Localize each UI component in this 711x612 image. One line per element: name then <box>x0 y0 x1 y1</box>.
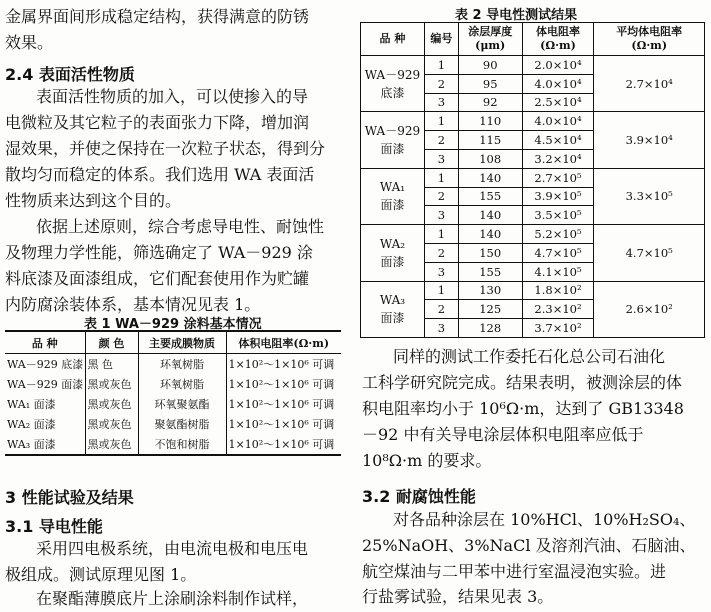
table-cell: 黑或灰色 <box>85 434 138 455</box>
table-2-resistivity-cell: 1.8×10² <box>522 281 594 300</box>
table-cell: 环氧树脂 <box>138 354 226 375</box>
table-2-resistivity-cell: 4.0×10⁴ <box>522 74 594 93</box>
table-2-thickness-cell: 90 <box>458 56 522 75</box>
right-paragraph-line: 同样的测试工作委托石化总公司石油化 <box>393 347 666 366</box>
table-2-thickness-cell: 130 <box>458 281 522 300</box>
table-row <box>5 434 341 455</box>
table-2-average-cell: 4.7×10⁵ <box>594 225 705 281</box>
table-2-resistivity-cell: 3.7×10² <box>522 319 594 338</box>
table-2-number-cell: 3 <box>424 149 458 168</box>
table-2-thickness-cell: 155 <box>458 262 522 281</box>
table-2-resistivity-cell: 2.5×10⁴ <box>522 93 594 112</box>
table-cell: 1×10²～1×10⁶ 可调 <box>226 354 341 375</box>
table-2-thickness-cell: 115 <box>458 131 522 150</box>
table-2-thickness-cell: 140 <box>458 225 522 244</box>
table-1-header-color: 颜 色 <box>85 331 138 354</box>
table-2-average-cell: 2.6×10² <box>594 281 705 337</box>
table-row <box>5 374 341 394</box>
section-2-4-heading: 2.4 表面活性物质 <box>5 65 135 84</box>
section-3-2-line: 航空煤油与二甲苯中进行室温浸泡实验。进 <box>362 562 667 581</box>
table-2-number-cell: 3 <box>424 206 458 225</box>
table-2-thickness-cell: 125 <box>458 300 522 319</box>
table-2-thickness-cell: 95 <box>458 74 522 93</box>
table-2-average-cell: 3.9×10⁴ <box>594 112 705 168</box>
table-row <box>361 112 705 131</box>
section-2-4-line: 性物质来达到这个目的。 <box>5 191 182 210</box>
right-paragraph-line: 10⁸Ω·m 的要求。 <box>362 451 492 470</box>
table-2-species-cell: WA₁ 面漆 <box>361 168 425 224</box>
section-2-4-line: 电微粒及其它粒子的表面张力下降，增加润 <box>5 113 310 132</box>
table-1-header-film: 主要成膜物质 <box>138 331 226 354</box>
table-cell: WA－929 面漆 <box>7 378 84 391</box>
table-2-number-cell: 2 <box>424 131 458 150</box>
table-2-number-cell: 1 <box>424 281 458 300</box>
section-2-4-line: 湿效果，并使之保持在一次粒子状态，得到分 <box>5 139 326 158</box>
principle-line: 依据上述原则，综合考虑导电性、耐蚀性 <box>36 217 325 236</box>
table-2-thickness-cell: 128 <box>458 319 522 338</box>
table-cell: WA₃ 面漆 <box>7 438 56 451</box>
table-2-thickness-cell: 110 <box>458 112 522 131</box>
right-paragraph-line: 积电阻率均小于 10⁶Ω·m，达到了 GB13348 <box>362 399 684 418</box>
table-2-number-cell: 2 <box>424 243 458 262</box>
table-2-resistivity-cell: 2.3×10² <box>522 300 594 319</box>
table-2-thickness-cell: 108 <box>458 149 522 168</box>
table-2-header-row <box>361 23 705 56</box>
table-2-resistivity-cell: 4.5×10⁴ <box>522 131 594 150</box>
table-cell: 黑或灰色 <box>85 414 138 434</box>
table-2-number-cell: 2 <box>424 300 458 319</box>
table-1 <box>5 330 341 456</box>
principle-line: 料底漆及面漆组成，它们配套使用作为贮罐 <box>5 269 310 288</box>
principle-line: 及物理力学性能，筛选确定了 WA－929 涂 <box>5 243 313 262</box>
section-3-2-line: 对各品种涂层在 10%HCl、10%H₂SO₄、 <box>393 510 696 529</box>
table-cell: 聚氨酯树脂 <box>138 414 226 434</box>
table-cell: 黑 色 <box>85 354 138 375</box>
table-1-header-row <box>5 331 341 354</box>
table-2-resistivity-cell: 3.2×10⁴ <box>522 149 594 168</box>
table-2-resistivity-cell: 2.0×10⁴ <box>522 56 594 75</box>
table-cell: 1×10²～1×10⁶ 可调 <box>226 394 341 414</box>
table-2-average-cell: 3.3×10⁵ <box>594 168 705 224</box>
table-cell: WA－929 底漆 <box>7 358 84 371</box>
table-2-resistivity-cell: 2.7×10⁵ <box>522 168 594 187</box>
table-2-number-cell: 1 <box>424 168 458 187</box>
table-cell: 环氧树脂 <box>138 374 226 394</box>
table-2-resistivity-cell: 3.9×10⁵ <box>522 187 594 206</box>
table-2 <box>360 22 705 338</box>
table-2-species-cell: WA－929 面漆 <box>361 112 425 168</box>
table-2-resistivity-cell: 4.1×10⁵ <box>522 262 594 281</box>
table-2-number-cell: 2 <box>424 74 458 93</box>
table-2-number-cell: 1 <box>424 56 458 75</box>
table-2-thickness-cell: 140 <box>458 168 522 187</box>
table-row <box>5 354 341 375</box>
table-2-number-cell: 1 <box>424 112 458 131</box>
table-2-number-cell: 1 <box>424 225 458 244</box>
table-row <box>5 394 341 414</box>
table-2-resistivity-cell: 4.0×10⁴ <box>522 112 594 131</box>
section-3-1-line: 在聚酯薄膜底片上涂刷涂料制作试样， <box>36 589 309 608</box>
table-cell: 环氧聚氨酯 <box>138 394 226 414</box>
intro-line-2: 效果。 <box>5 33 54 52</box>
table-1-caption: 表 1 WA－929 涂料基本情况 <box>84 317 262 332</box>
table-row <box>361 281 705 300</box>
table-2-average-cell: 2.7×10⁴ <box>594 56 705 112</box>
table-1-header-resistivity: 体积电阻率(Ω·m) <box>226 331 341 354</box>
table-2-header-resistivity: 体电阻率 (Ω·m) <box>522 23 594 56</box>
right-paragraph-line: －92 中有关导电涂层体积电阻率应低于 <box>362 425 644 444</box>
table-cell: 1×10²～1×10⁶ 可调 <box>226 434 341 455</box>
table-1-header-species: 品 种 <box>5 331 85 354</box>
section-3-2-heading: 3.2 耐腐蚀性能 <box>362 487 476 506</box>
table-2-resistivity-cell: 3.5×10⁵ <box>522 206 594 225</box>
table-2-header-number: 编号 <box>424 23 458 56</box>
table-cell: 不饱和树脂 <box>138 434 226 455</box>
table-2-thickness-cell: 140 <box>458 206 522 225</box>
section-3-1-heading: 3.1 导电性能 <box>5 517 103 536</box>
table-2-header-thickness: 涂层厚度 (μm) <box>458 23 522 56</box>
table-2-resistivity-cell: 5.2×10⁵ <box>522 225 594 244</box>
table-2-header-average: 平均体电阻率 (Ω·m) <box>594 23 705 56</box>
table-row <box>361 225 705 244</box>
table-2-number-cell: 2 <box>424 187 458 206</box>
table-row <box>361 168 705 187</box>
table-row <box>5 414 341 434</box>
table-2-species-cell: WA－929 底漆 <box>361 56 425 112</box>
intro-line-1: 金属界面间形成稳定结构，获得满意的防锈 <box>5 7 310 26</box>
table-2-thickness-cell: 92 <box>458 93 522 112</box>
section-3-2-line: 行盐雾试验，结果见表 3。 <box>362 587 554 606</box>
table-cell: 黑或灰色 <box>85 374 138 394</box>
table-cell: WA₁ 面漆 <box>7 398 56 411</box>
table-cell: 黑或灰色 <box>85 394 138 414</box>
table-2-number-cell: 3 <box>424 319 458 338</box>
section-2-4-line: 散均匀而稳定的体系。我们选用 WA 表面活 <box>5 165 315 184</box>
table-2-header-species: 品 种 <box>361 23 425 56</box>
table-cell: WA₂ 面漆 <box>7 418 56 431</box>
table-2-number-cell: 3 <box>424 93 458 112</box>
section-3-1-line: 极组成。测试原理见图 1。 <box>5 565 197 584</box>
table-2-thickness-cell: 155 <box>458 187 522 206</box>
table-2-number-cell: 3 <box>424 262 458 281</box>
table-2-species-cell: WA₃ 面漆 <box>361 281 425 337</box>
section-3-2-line: 25%NaOH、3%NaCl 及溶剂汽油、石脑油、 <box>362 536 696 555</box>
table-cell: 1×10²～1×10⁶ 可调 <box>226 414 341 434</box>
table-2-thickness-cell: 150 <box>458 243 522 262</box>
table-cell: 1×10²～1×10⁶ 可调 <box>226 374 341 394</box>
table-row <box>361 56 705 75</box>
section-3-1-line: 采用四电极系统，由电流电极和电压电 <box>36 539 309 558</box>
section-3-heading: 3 性能试验及结果 <box>5 488 134 507</box>
right-paragraph-line: 工科学研究院完成。结果表明，被测涂层的体 <box>362 373 683 392</box>
section-2-4-line: 表面活性物质的加入，可以使掺入的导 <box>36 87 309 106</box>
principle-line: 内防腐涂装体系，基本情况见表 1。 <box>5 295 261 314</box>
table-2-caption: 表 2 导电性测试结果 <box>455 8 578 23</box>
table-2-resistivity-cell: 4.7×10⁵ <box>522 243 594 262</box>
table-2-species-cell: WA₂ 面漆 <box>361 225 425 281</box>
